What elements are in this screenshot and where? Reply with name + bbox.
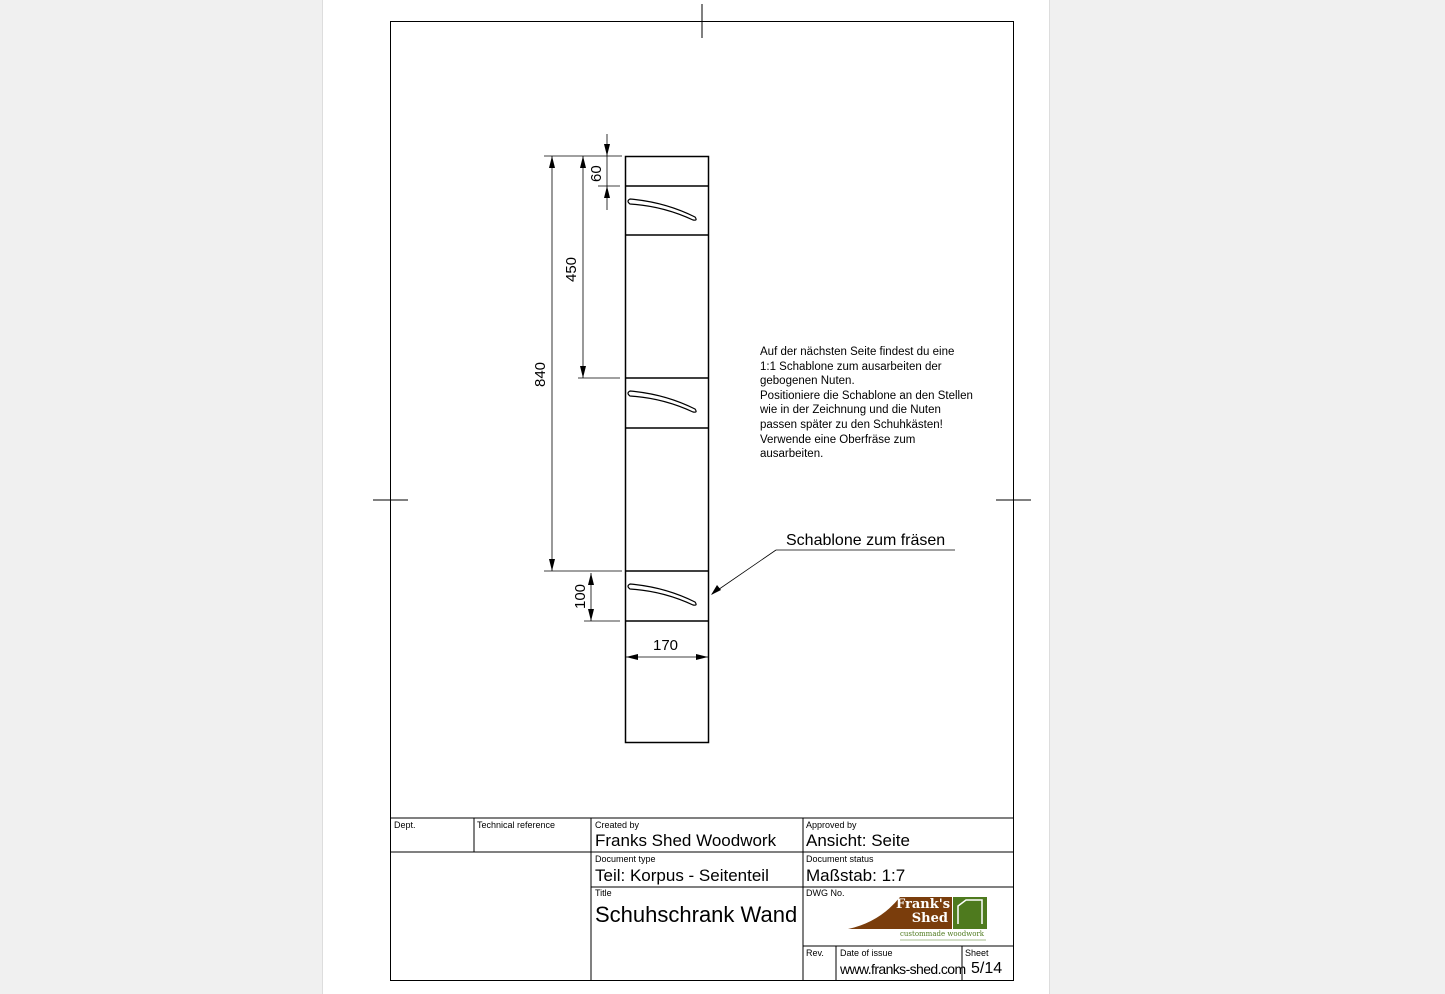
logo-tagline: custommade woodwork	[900, 930, 985, 938]
logo-text	[896, 897, 951, 926]
dim-upper-span: 450	[563, 256, 580, 282]
drawing-title: Schuhschrank Wand	[595, 902, 798, 927]
date-label: Date of issue	[840, 948, 893, 958]
doc-type-label: Document type	[595, 854, 656, 864]
dim-width: 170	[653, 637, 679, 654]
dim-top-offset: 60	[588, 165, 605, 182]
dept-label: Dept.	[394, 820, 416, 830]
section-lines	[625, 186, 709, 621]
approved-by-label: Approved by	[806, 820, 857, 830]
title-label: Title	[595, 888, 612, 898]
note-line: Auf der nächsten Seite findest du eine	[760, 346, 955, 358]
note-line: Verwende eine Oberfräse zum	[760, 433, 916, 446]
logo-line2: Shed	[911, 911, 948, 926]
leader-label: Schablone zum fräsen	[786, 532, 946, 549]
note-line: ausarbeiten.	[760, 448, 824, 461]
groove-slots	[628, 199, 696, 605]
techref-label: Technical reference	[477, 820, 556, 830]
dim-bottom-offset: 100	[572, 583, 589, 609]
note-line: 1:1 Schablone zum ausarbeiten der	[760, 360, 942, 373]
note-line: gebogenen Nuten.	[760, 375, 855, 388]
instruction-note	[760, 345, 1000, 462]
website-link[interactable]: www.franks-shed.com	[840, 961, 966, 977]
note-line: wie in der Zeichnung und die Nuten	[760, 404, 941, 417]
sheet-value: 5/14	[971, 960, 1003, 977]
note-line: Positioniere die Schablone an den Stellen	[760, 389, 973, 402]
sheet-label: Sheet	[965, 948, 989, 958]
doc-type-value: Teil: Korpus - Seitenteil	[595, 866, 769, 885]
approved-by-value: Ansicht: Seite	[806, 831, 910, 850]
created-by-value: Franks Shed Woodwork	[595, 831, 777, 850]
rev-label: Rev.	[806, 948, 824, 958]
dim-overall: 840	[532, 361, 549, 387]
note-line: passen später zu den Schuhkästen!	[760, 418, 943, 431]
doc-status-label: Document status	[806, 854, 874, 864]
created-by-label: Created by	[595, 820, 640, 830]
arrowheads	[549, 144, 721, 660]
dwg-label: DWG No.	[806, 888, 845, 898]
doc-status-value: Maßstab: 1:7	[806, 866, 906, 885]
logo-line1: Frank's	[896, 897, 951, 912]
